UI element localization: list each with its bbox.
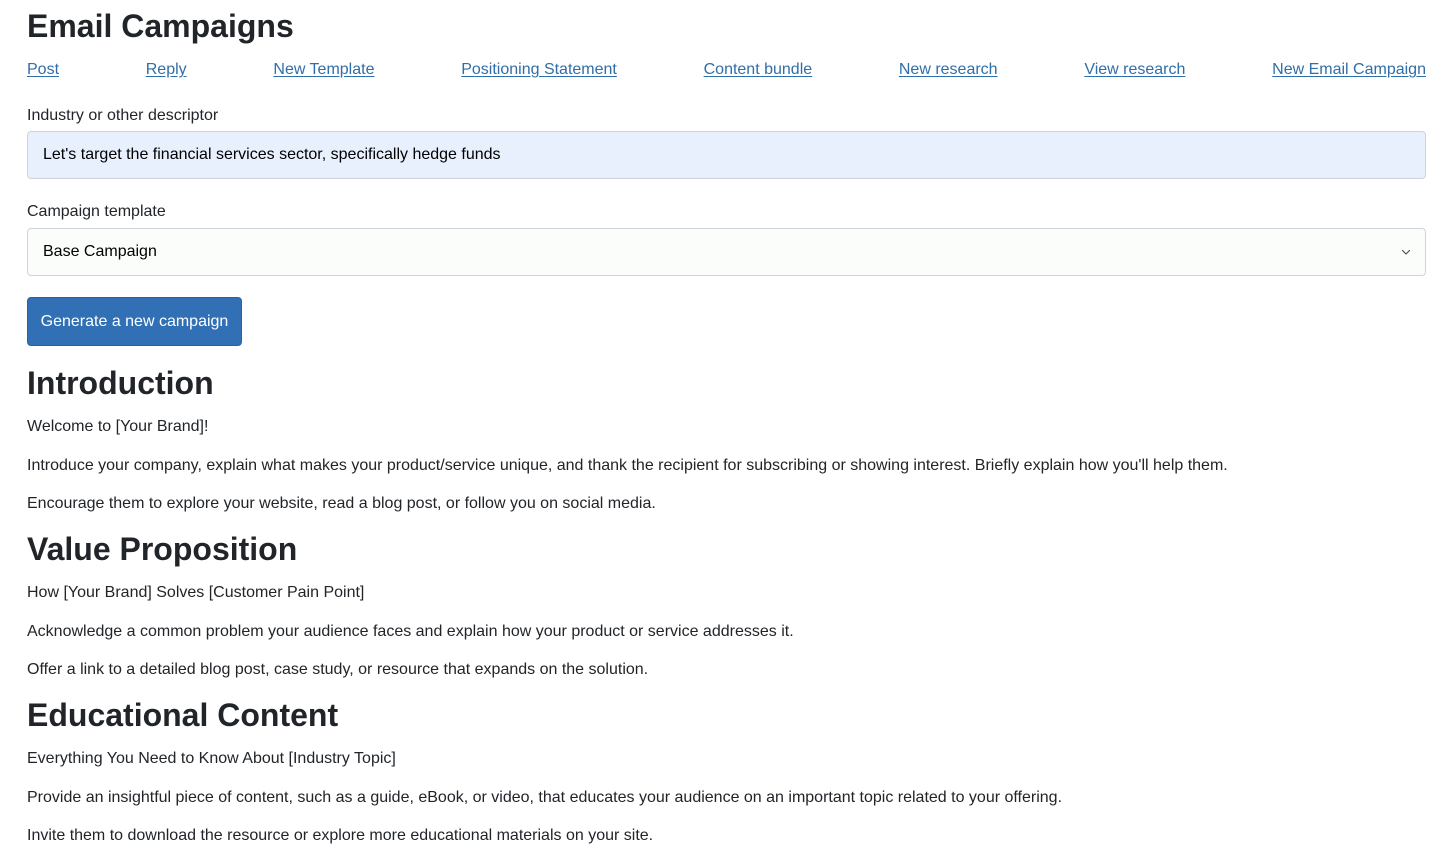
section-heading-educational-content: Educational Content: [27, 697, 339, 733]
nav-link-content-bundle[interactable]: Content bundle: [703, 61, 813, 78]
section-paragraph: Acknowledge a common problem your audience faces and explain how your product or service addresses it.: [27, 623, 794, 640]
section-paragraph: Encourage them to explore your website, read a blog post, or follow you on social media.: [27, 495, 656, 512]
nav-link-positioning-statement[interactable]: Positioning Statement: [461, 61, 617, 78]
nav-link-post[interactable]: Post: [27, 61, 60, 78]
nav-link-new-research[interactable]: New research: [898, 61, 998, 78]
section-paragraph: Invite them to download the resource or explore more educational materials on your site.: [27, 827, 654, 844]
top-nav: [27, 59, 1426, 81]
nav-link-reply[interactable]: Reply: [145, 61, 187, 78]
campaign-template-label: Campaign template: [27, 203, 166, 220]
nav-link-new-email-campaign[interactable]: New Email Campaign: [1272, 61, 1426, 78]
section-paragraph: Everything You Need to Know About [Industry Topic]: [27, 750, 396, 767]
campaign-template-select[interactable]: [27, 228, 1426, 276]
section-paragraph: Introduce your company, explain what makes your product/service unique, and thank the recipient for subscribing or showing interest. Briefly explain how you'll help them.: [27, 457, 1228, 474]
nav-link-new-template[interactable]: New Template: [273, 61, 375, 78]
chevron-down-icon: [1400, 246, 1412, 258]
section-heading-value-proposition: Value Proposition: [27, 531, 298, 567]
page-title: Email Campaigns: [27, 8, 294, 44]
industry-label: Industry or other descriptor: [27, 107, 219, 124]
campaign-template-value: Base Campaign: [43, 243, 157, 260]
nav-link-view-research[interactable]: View research: [1084, 61, 1186, 78]
section-paragraph: How [Your Brand] Solves [Customer Pain Point]: [27, 584, 365, 601]
section-paragraph: Provide an insightful piece of content, such as a guide, eBook, or video, that educates your audience on an important topic related to your offering.: [27, 789, 1063, 806]
section-paragraph: Welcome to [Your Brand]!: [27, 418, 209, 435]
generate-campaign-button[interactable]: Generate a new campaign: [27, 297, 242, 346]
section-paragraph: Offer a link to a detailed blog post, case study, or resource that expands on the solution.: [27, 661, 649, 678]
industry-input[interactable]: [27, 131, 1426, 179]
section-heading-introduction: Introduction: [27, 365, 214, 401]
